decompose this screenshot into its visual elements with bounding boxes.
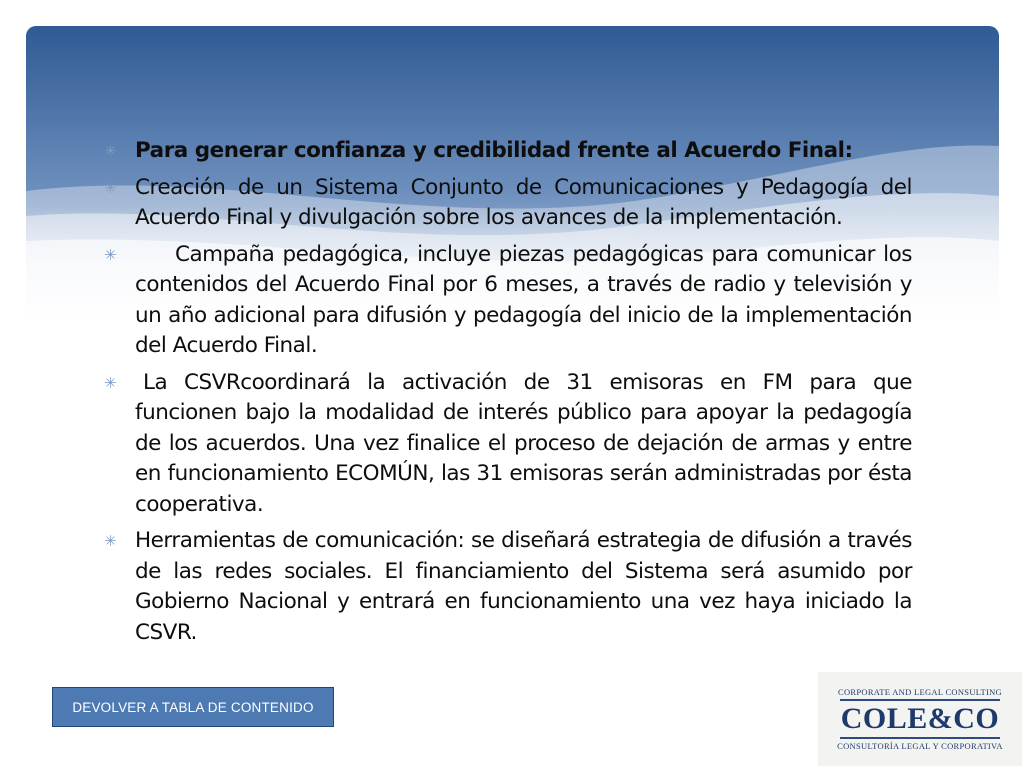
- asterisk-bullet-icon: ✳: [104, 142, 117, 160]
- bullet-text: Para generar confianza y credibilidad frente al Acuerdo Final:: [135, 138, 853, 163]
- cole-co-logo: [818, 672, 1022, 766]
- asterisk-bullet-icon: ✳: [104, 178, 117, 197]
- logo-name: COLE&CO: [840, 702, 1000, 735]
- bullet-item: [104, 368, 912, 521]
- logo-rule: [840, 737, 1000, 739]
- bullet-text: Campaña pedagógica, incluye piezas pedagógicas para comunicar los contenidos del Acuerdo Final por 6 meses, a través de radio y televisión y un año adicional para difusión y pedagogía del inicio de la implementación del Acuerdo Final.: [135, 241, 912, 358]
- bullet-item: [104, 526, 912, 648]
- bullet-item: [104, 173, 912, 234]
- bullet-item: [104, 240, 912, 362]
- bullet-text: Creación de un Sistema Conjunto de Comunicaciones y Pedagogía del Acuerdo Final y divulgación sobre los avances de la implementación.: [135, 174, 912, 230]
- bullet-text: Herramientas de comunicación: se diseñará estrategia de difusión a través de las redes sociales. El financiamiento del Sistema será asumido por Gobierno Nacional y entrará en funcionamiento una vez haya iniciado la CSVR.: [135, 528, 912, 645]
- slide-content: [104, 136, 912, 654]
- bullet-item: [104, 136, 912, 167]
- bullet-text: La CSVRcoordinará la activación de 31 emisoras en FM para que funcionen bajo la modalidad de interés público para apoyar la pedagogía de los acuerdos. Una vez finalice el proceso de dejación de armas y entre en funcionamiento ECOMÚN, las 31 emisoras serán administradas por ésta cooperativa.: [135, 369, 912, 517]
- logo-bottom-text: CONSULTORÍA LEGAL Y CORPORATIVA: [837, 741, 1003, 751]
- back-to-contents-button[interactable]: DEVOLVER A TABLA DE CONTENIDO: [52, 687, 334, 727]
- logo-top-text: CORPORATE AND LEGAL CONSULTING: [838, 687, 1002, 697]
- asterisk-bullet-icon: ✳: [104, 373, 117, 392]
- logo-rule: [840, 699, 1000, 701]
- asterisk-bullet-icon: ✳: [104, 532, 117, 550]
- asterisk-bullet-icon: ✳: [104, 245, 117, 264]
